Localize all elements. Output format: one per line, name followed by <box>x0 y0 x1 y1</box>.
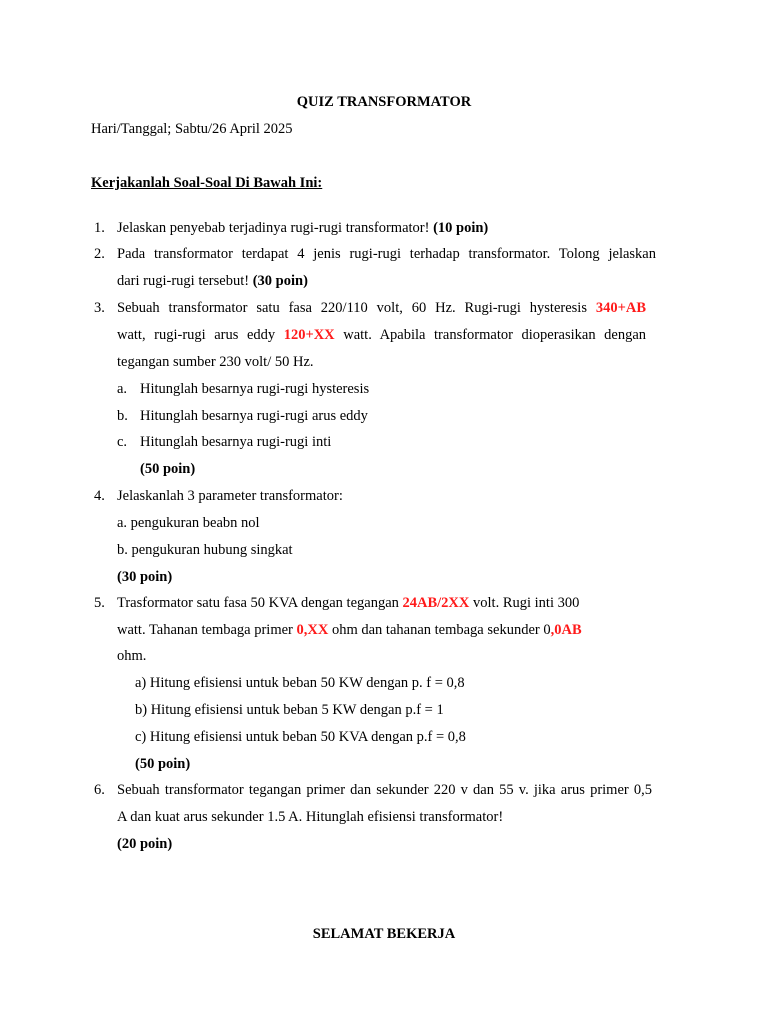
page-title: QUIZ TRANSFORMATOR <box>296 94 472 110</box>
question-5-variable-secondary-resistance: ,0AB <box>550 622 582 638</box>
question-2-text: dari rugi-rugi tersebut! <box>117 273 250 289</box>
question-3-number: 3. <box>94 300 105 316</box>
question-5-line-2 <box>117 621 582 639</box>
question-3-line-2 <box>117 326 646 344</box>
question-3c-label: c. <box>117 434 128 450</box>
question-4-number: 4. <box>94 488 105 504</box>
question-6-points: (20 poin) <box>117 836 173 852</box>
question-1-text: Jelaskan penyebab terjadinya rugi-rugi transformator! <box>117 220 430 236</box>
question-5-variable-voltage: 24AB/2XX <box>402 595 470 611</box>
question-6-number: 6. <box>94 782 105 798</box>
question-3b-label: b. <box>117 408 128 424</box>
question-1-number: 1. <box>94 220 105 236</box>
question-5-line-3: ohm. <box>117 648 147 664</box>
question-5-text-c: watt. Tahanan tembaga primer <box>117 622 293 638</box>
question-1 <box>117 219 488 237</box>
question-6-line-1: Sebuah transformator tegangan primer dan sekunder 220 v dan 55 v. jika arus primer 0,5 <box>117 782 652 798</box>
question-3a-label: a. <box>117 381 128 397</box>
question-5a-text: a) Hitung efisiensi untuk beban 50 KW dengan p. f = 0,8 <box>135 675 465 691</box>
question-2-line-1: Pada transformator terdapat 4 jenis rugi-rugi terhadap transformator. Tolong jelaskan <box>117 246 656 262</box>
question-3b-text: Hitunglah besarnya rugi-rugi arus eddy <box>140 408 368 424</box>
question-5c-text: c) Hitung efisiensi untuk beban 50 KVA dengan p.f = 0,8 <box>135 729 466 745</box>
question-3-line-1 <box>117 299 646 317</box>
question-6-line-2: A dan kuat arus sekunder 1.5 A. Hitunglah efisiensi transformator! <box>117 809 504 825</box>
question-4b-text: b. pengukuran hubung singkat <box>117 542 293 558</box>
question-5b-text: b) Hitung efisiensi untuk beban 5 KW dengan p.f = 1 <box>135 702 444 718</box>
question-5-line-1 <box>117 594 579 612</box>
question-4-points: (30 poin) <box>117 569 173 585</box>
question-2-points: (30 poin) <box>252 273 308 289</box>
question-5-text-a: Trasformator satu fasa 50 KVA dengan tegangan <box>117 595 399 611</box>
question-4-text: Jelaskanlah 3 parameter transformator: <box>117 488 343 504</box>
question-4a-text: a. pengukuran beabn nol <box>117 515 260 531</box>
question-5-number: 5. <box>94 595 105 611</box>
question-5-variable-primary-resistance: 0,XX <box>296 622 329 638</box>
date-line: Hari/Tanggal; Sabtu/26 April 2025 <box>91 121 293 137</box>
question-5-points: (50 poin) <box>135 756 191 772</box>
question-1-points: (10 poin) <box>433 220 489 236</box>
question-2-line-2 <box>117 272 308 290</box>
question-2-number: 2. <box>94 246 105 262</box>
question-3-text-b: watt, rugi-rugi arus eddy <box>117 327 276 343</box>
question-3-variable-hysteresis: 340+AB <box>595 300 647 316</box>
instruction-heading: Kerjakanlah Soal-Soal Di Bawah Ini: <box>91 175 323 191</box>
question-3a-text: Hitunglah besarnya rugi-rugi hysteresis <box>140 381 370 397</box>
question-5-text-d: ohm dan tahanan tembaga sekunder 0 <box>331 622 551 638</box>
question-3-text-c: watt. Apabila transformator dioperasikan dengan <box>343 327 647 343</box>
closing-text: SELAMAT BEKERJA <box>312 926 456 942</box>
question-3c-text: Hitunglah besarnya rugi-rugi inti <box>140 434 332 450</box>
question-3-text-a: Sebuah transformator satu fasa 220/110 volt, 60 Hz. Rugi-rugi hysteresis <box>117 300 587 316</box>
question-3-variable-eddy: 120+XX <box>283 327 335 343</box>
question-5-text-b: volt. Rugi inti 300 <box>473 595 580 611</box>
question-3-line-3: tegangan sumber 230 volt/ 50 Hz. <box>117 354 314 370</box>
question-3-points: (50 poin) <box>140 461 196 477</box>
